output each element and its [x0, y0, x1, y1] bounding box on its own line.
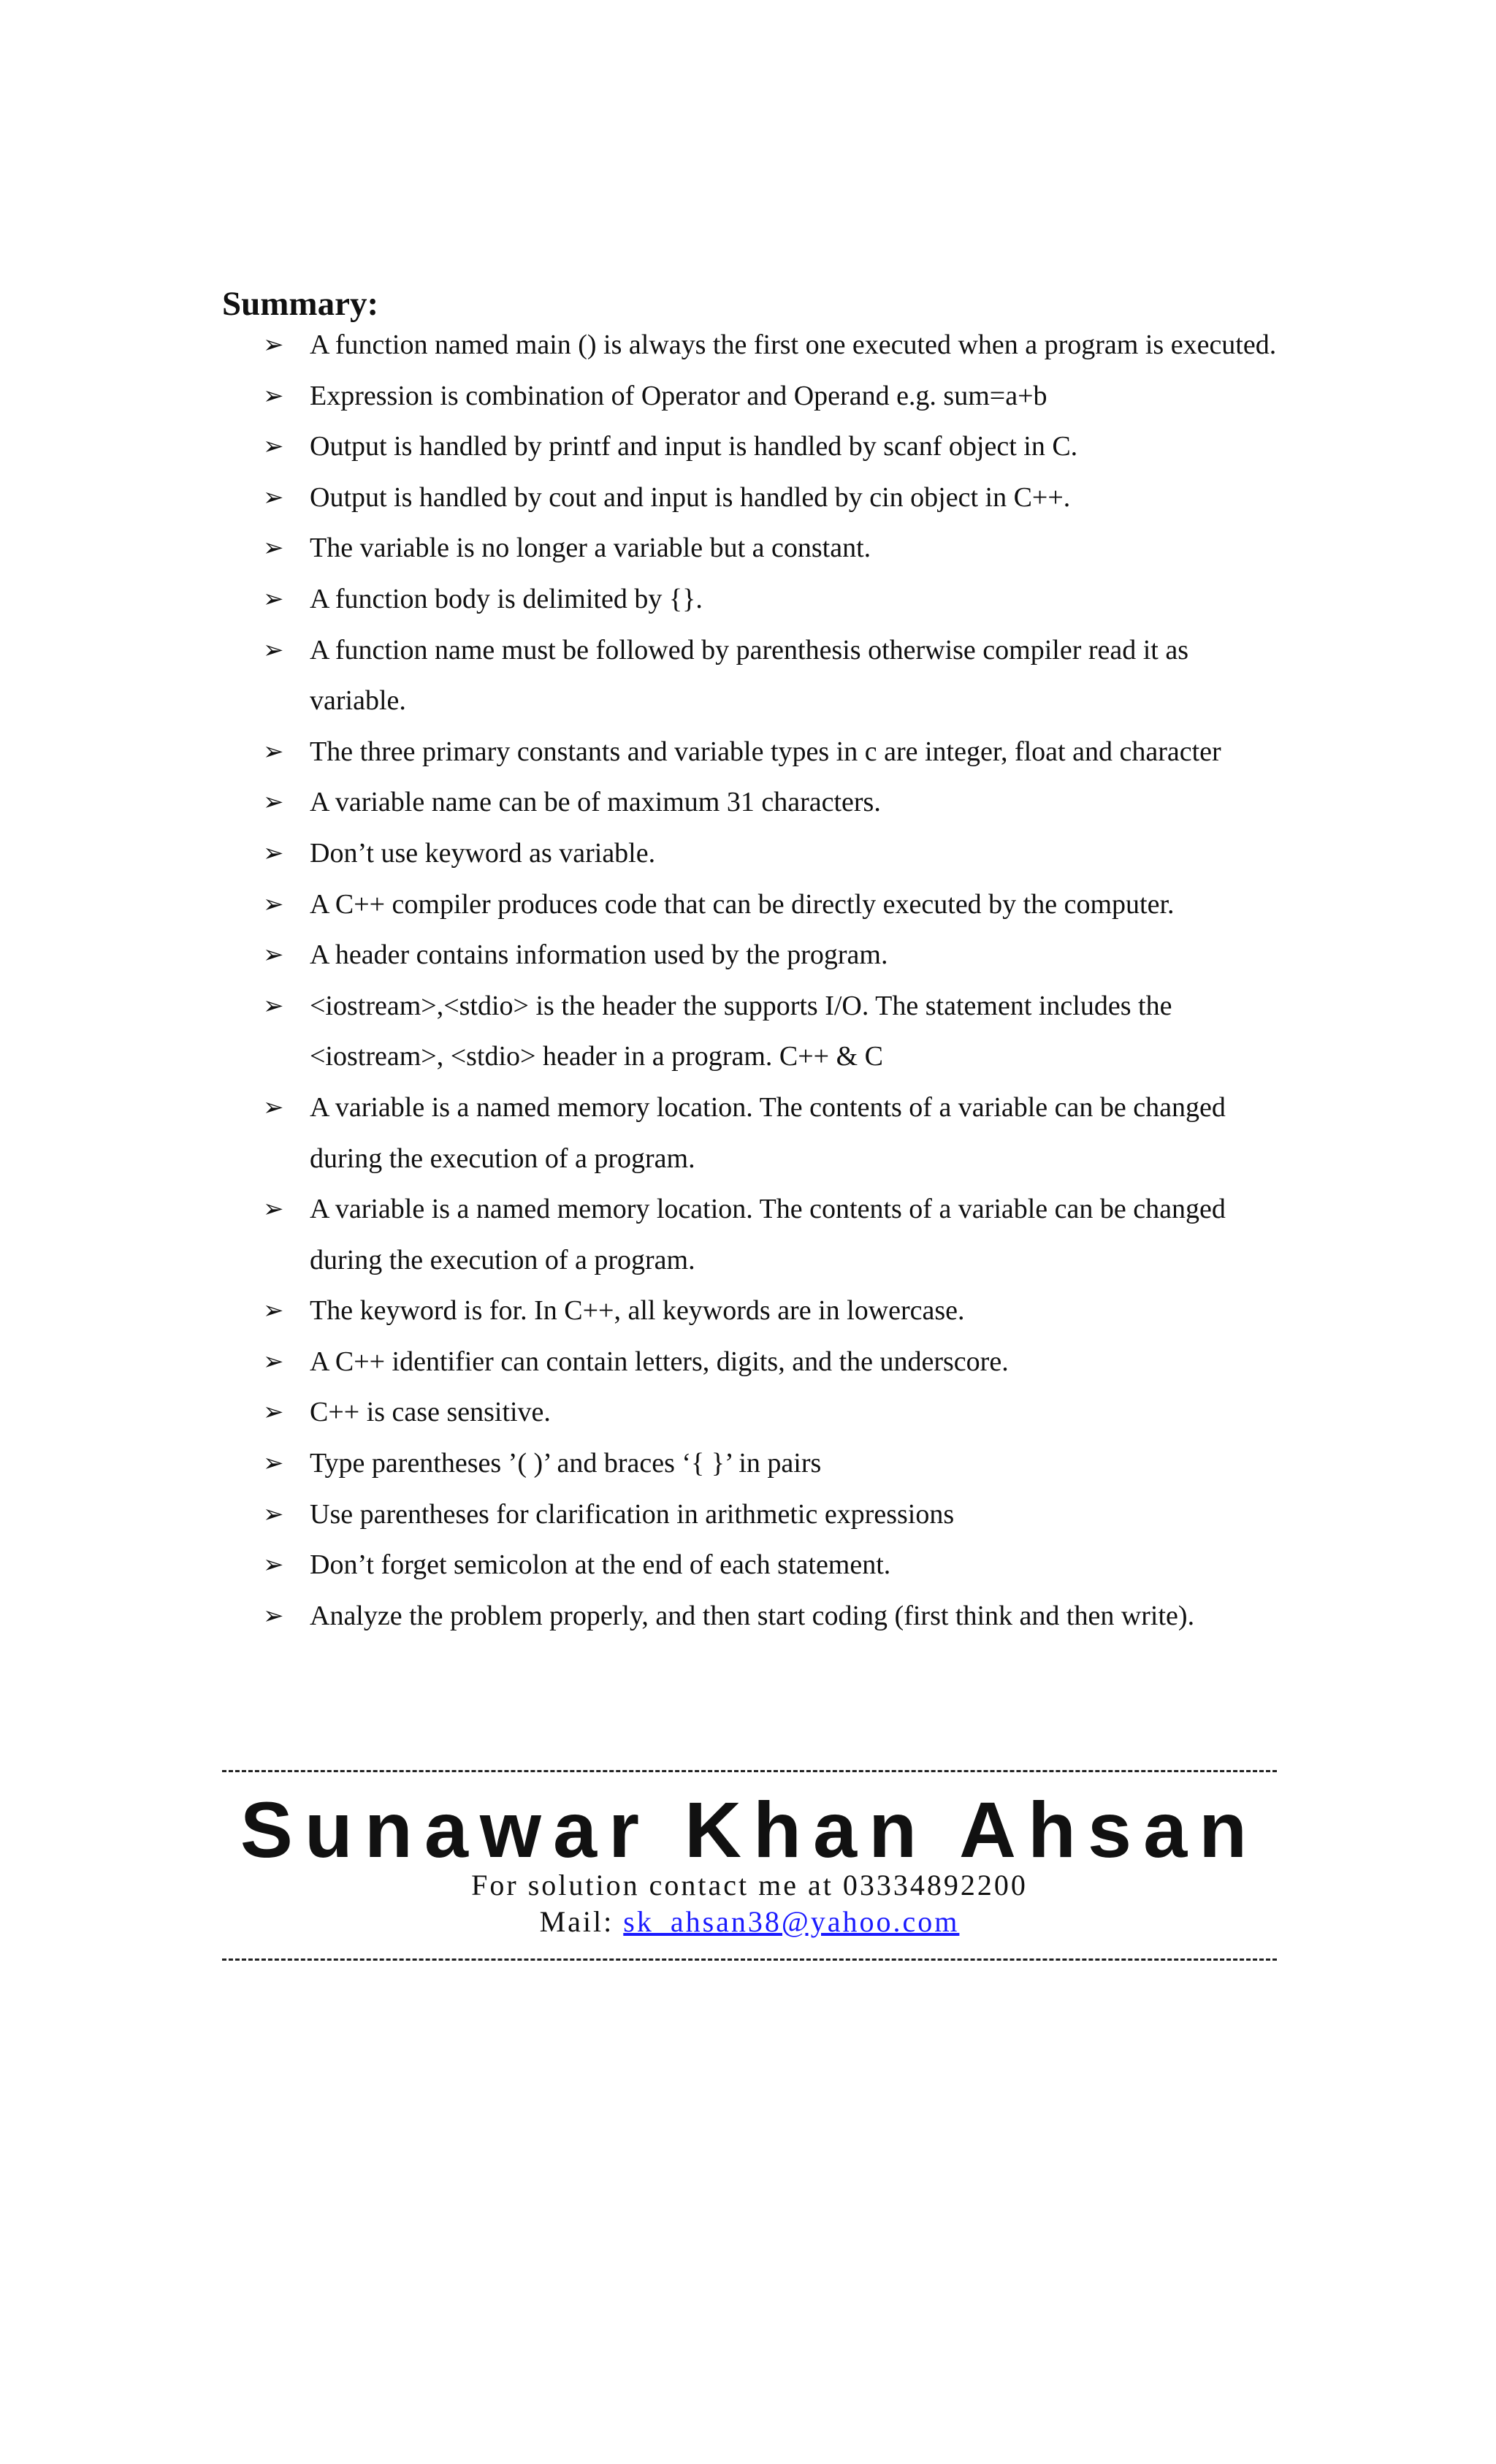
list-item [263, 625, 1286, 727]
arrowhead-bullet-icon: ➢ [263, 1296, 284, 1326]
arrowhead-bullet-icon: ➢ [263, 1550, 284, 1580]
list-item-text: Output is handled by printf and input is handled by scanf object in C. [310, 431, 1078, 462]
summary-list [263, 320, 1286, 1641]
list-item [263, 777, 1286, 828]
arrowhead-bullet-icon: ➢ [263, 635, 284, 665]
divider-top [222, 1770, 1277, 1772]
list-item [263, 1490, 1286, 1541]
list-item [263, 1286, 1286, 1337]
summary-heading: Summary: [222, 285, 379, 323]
arrowhead-bullet-icon: ➢ [263, 991, 284, 1021]
author-name: Sunawar Khan Ahsan [240, 1785, 1259, 1874]
email-link[interactable]: sk_ahsan38@yahoo.com [623, 1905, 960, 1938]
list-item [263, 473, 1286, 524]
mail-label: Mail: [539, 1905, 624, 1938]
list-item [263, 1184, 1286, 1286]
list-item-text: A C++ compiler produces code that can be directly executed by the computer. [310, 888, 1175, 920]
list-item-text: Type parentheses ’( )’ and braces ‘{ }’ in pairs [310, 1448, 822, 1479]
list-item-text: The keyword is for. In C++, all keywords are in lowercase. [310, 1295, 965, 1327]
list-item-text: C++ is case sensitive. [310, 1397, 551, 1428]
arrowhead-bullet-icon: ➢ [263, 838, 284, 868]
list-item [263, 930, 1286, 981]
list-item [263, 1540, 1286, 1591]
list-item-text: The variable is no longer a variable but a constant. [310, 533, 871, 564]
list-item-text: A C++ identifier can contain letters, digits, and the underscore. [310, 1346, 1009, 1377]
arrowhead-bullet-icon: ➢ [263, 1397, 284, 1427]
list-item-text: A function name must be followed by parenthesis otherwise compiler read it as variable. [310, 634, 1189, 717]
arrowhead-bullet-icon: ➢ [263, 787, 284, 817]
arrowhead-bullet-icon: ➢ [263, 381, 284, 411]
mail-line [222, 1904, 1277, 1940]
list-item [263, 1591, 1286, 1642]
list-item-text: A variable name can be of maximum 31 characters. [310, 787, 881, 818]
arrowhead-bullet-icon: ➢ [263, 1601, 284, 1630]
list-item [263, 828, 1286, 880]
list-item-text: Analyze the problem properly, and then start coding (first think and then write). [310, 1600, 1195, 1631]
list-item-text: Don’t forget semicolon at the end of each statement. [310, 1549, 891, 1581]
list-item [263, 727, 1286, 778]
list-item [263, 523, 1286, 574]
arrowhead-bullet-icon: ➢ [263, 482, 284, 512]
list-item-text: Output is handled by cout and input is handled by cin object in C++. [310, 481, 1071, 513]
arrowhead-bullet-icon: ➢ [263, 1346, 284, 1376]
arrowhead-bullet-icon: ➢ [263, 432, 284, 462]
list-item-text: A function named main () is always the first one executed when a program is executed. [310, 329, 1277, 360]
list-item [263, 320, 1286, 371]
arrowhead-bullet-icon: ➢ [263, 1499, 284, 1529]
divider-bottom [222, 1958, 1277, 1961]
arrowhead-bullet-icon: ➢ [263, 940, 284, 970]
list-item-text: Don’t use keyword as variable. [310, 837, 656, 869]
list-item [263, 1387, 1286, 1438]
list-item [263, 981, 1286, 1083]
arrowhead-bullet-icon: ➢ [263, 330, 284, 359]
list-item-text: A variable is a named memory location. The contents of a variable can be changed during the execution of a program. [310, 1091, 1226, 1174]
list-item [263, 880, 1286, 931]
arrowhead-bullet-icon: ➢ [263, 1194, 284, 1224]
arrowhead-bullet-icon: ➢ [263, 1449, 284, 1479]
list-item [263, 574, 1286, 625]
list-item-text: Use parentheses for clarification in arithmetic expressions [310, 1498, 955, 1530]
list-item-text: <iostream>,<stdio> is the header the supports I/O. The statement includes the <iostream>, <stdio> header in a program. C++ & C [310, 990, 1172, 1072]
arrowhead-bullet-icon: ➢ [263, 736, 284, 766]
list-item-text: A variable is a named memory location. The contents of a variable can be changed during the execution of a program. [310, 1194, 1226, 1275]
arrowhead-bullet-icon: ➢ [263, 584, 284, 614]
list-item [263, 422, 1286, 473]
list-item-text: A function body is delimited by {}. [310, 583, 703, 614]
arrowhead-bullet-icon: ➢ [263, 533, 284, 563]
contact-line: For solution contact me at 03334892200 [471, 1869, 1028, 1902]
list-item-text: The three primary constants and variable types in c are integer, float and character [310, 736, 1221, 767]
list-item [263, 1337, 1286, 1388]
list-item [263, 1438, 1286, 1490]
arrowhead-bullet-icon: ➢ [263, 1092, 284, 1122]
arrowhead-bullet-icon: ➢ [263, 889, 284, 919]
list-item [263, 1083, 1286, 1184]
list-item-text: A header contains information used by the program. [310, 939, 888, 971]
list-item-text: Expression is combination of Operator and Operand e.g. sum=a+b [310, 380, 1047, 411]
list-item [263, 371, 1286, 422]
